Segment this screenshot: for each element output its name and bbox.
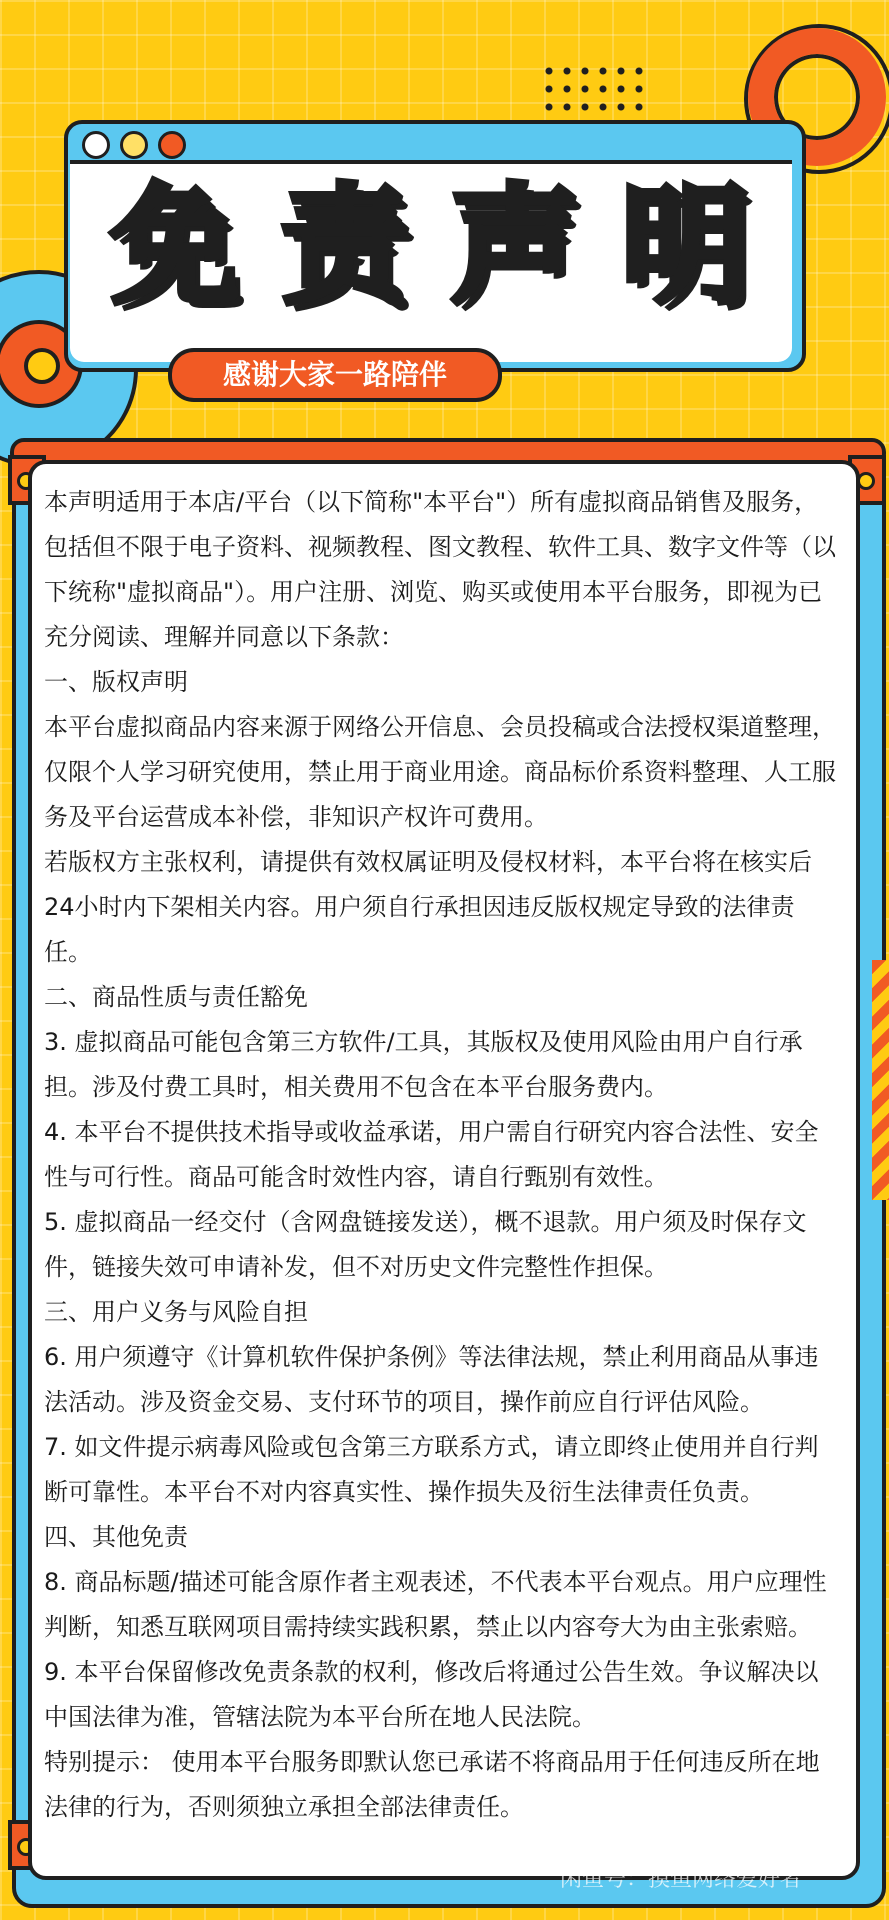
copyright-paragraph-2: 若版权方主张权利，请提供有效权属证明及侵权材料，本平台将在核实后24小时内下架相关内容。用户须自行承担因违反版权规定导致的法律责任。 <box>44 848 812 966</box>
disclaimer-body <box>28 460 860 1880</box>
dot-grid-decoration <box>540 62 648 116</box>
section-heading-other: 四、其他免责 <box>44 1523 188 1551</box>
clause-4: 4. 本平台不提供技术指导或收益承诺，用户需自行研究内容合法性、安全性与可行性。商品可能含时效性内容，请自行甄别有效性。 <box>44 1118 819 1191</box>
clause-7: 7. 如文件提示病毒风险或包含第三方联系方式，请立即终止使用并自行判断可靠性。本平台不对内容真实性、操作损失及衍生法律责任负责。 <box>44 1433 819 1506</box>
section-heading-copyright: 一、版权声明 <box>44 668 188 696</box>
clause-9: 9. 本平台保留修改免责条款的权利，修改后将通过公告生效。争议解决以中国法律为准，管辖法院为本平台所在地人民法院。 <box>44 1658 819 1731</box>
copyright-paragraph-1: 本平台虚拟商品内容来源于网络公开信息、会员投稿或合法授权渠道整理，仅限个人学习研究使用，禁止用于商业用途。商品标价系资料整理、人工服务及平台运营成本补偿，非知识产权许可费用。 <box>44 713 836 831</box>
intro-paragraph: 本声明适用于本店/平台（以下简称"本平台"）所有虚拟商品销售及服务，包括但不限于电子资料、视频教程、图文教程、软件工具、数字文件等（以下统称"虚拟商品"）。用户注册、浏览、购买或使用本平台服务，即视为已充分阅读、理解并同意以下条款： <box>44 488 836 651</box>
clause-5: 5. 虚拟商品一经交付（含网盘链接发送），概不退款。用户须及时保存文件，链接失效可申请补发，但不对历史文件完整性作担保。 <box>44 1208 807 1281</box>
window-dot-white-icon <box>82 131 110 159</box>
window-dot-yellow-icon <box>120 131 148 159</box>
page-title: 免责声明 <box>110 172 791 321</box>
side-stripe-decoration <box>872 960 889 1200</box>
subtitle-badge: 感谢大家一路陪伴 <box>168 348 502 402</box>
clause-6: 6. 用户须遵守《计算机软件保护条例》等法律法规，禁止利用商品从事违法活动。涉及资金交易、支付环节的项目，操作前应自行评估风险。 <box>44 1343 819 1416</box>
watermark-text: 闲鱼号：摸鱼网络爱好者 <box>560 1867 803 1892</box>
clause-8: 8. 商品标题/描述可能含原作者主观表述，不代表本平台观点。用户应理性判断，知悉互联网项目需持续实践积累，禁止以内容夸大为由主张索赔。 <box>44 1568 827 1641</box>
window-dot-orange-icon <box>158 131 186 159</box>
section-heading-product: 二、商品性质与责任豁免 <box>44 983 308 1011</box>
clause-3: 3. 虚拟商品可能包含第三方软件/工具，其版权及使用风险由用户自行承担。涉及付费工具时，相关费用不包含在本平台服务费内。 <box>44 1028 803 1101</box>
section-heading-user: 三、用户义务与风险自担 <box>44 1298 308 1326</box>
circle-decoration-hole <box>24 348 60 384</box>
special-notice: 特别提示： 使用本平台服务即默认您已承诺不将商品用于任何违反所在地法律的行为，否则须独立承担全部法律责任。 <box>44 1748 820 1821</box>
